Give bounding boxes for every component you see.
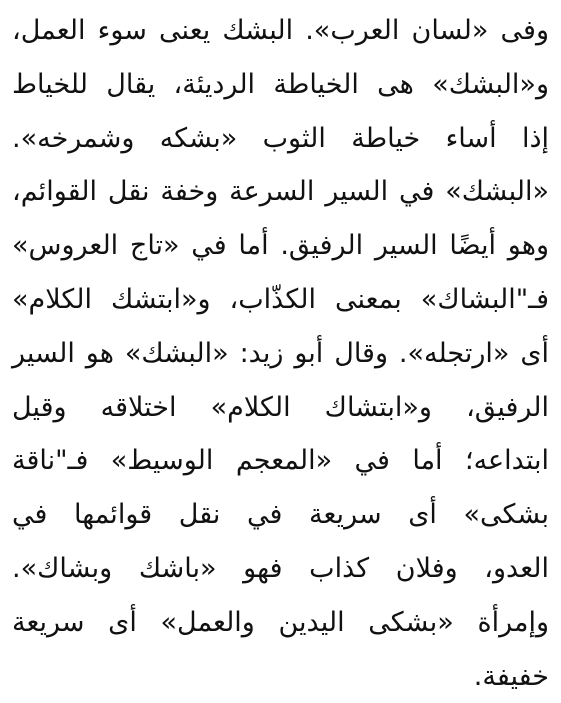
text-line-13: خفيفة. (473, 660, 549, 692)
text-line-3: إذا أساء خياطة الثوب «بشكه وشمرخه». (12, 122, 549, 154)
text-line-8: الرفيق، و«ابتشاك الكلام» اختلاقه وقيل (12, 391, 549, 423)
text-line-12: وإمرأة «بشكى اليدين والعمل» أى سريعة (12, 606, 549, 638)
text-line-5: وهو أيضًا السير الرفيق. أما في «تاج العروس» (12, 230, 549, 262)
text-line-6: فـ"البشاك» بمعنى الكذّاب، و«ابتشك الكلام» (12, 283, 549, 315)
text-line-2: و«البشك» هى الخياطة الرديئة، يقال للخياط (12, 68, 549, 100)
text-line-11: العدو، وفلان كذاب فهو «باشك وبشاك». (12, 552, 549, 584)
text-line-7: أى «ارتجله». وقال أبو زيد: «البشك» هو السير (12, 337, 549, 369)
text-line-10: بشكى» أى سريعة في نقل قوائمها في (12, 499, 549, 531)
text-line-9: ابتداعه؛ أما في «المعجم الوسيط» فـ"ناقة (12, 445, 549, 477)
text-line-1: وفى «لسان العرب». البشك يعنى سوء العمل، (12, 15, 549, 46)
text-line-4: «البشك» في السير السرعة وخفة نقل القوائم، (12, 176, 549, 208)
